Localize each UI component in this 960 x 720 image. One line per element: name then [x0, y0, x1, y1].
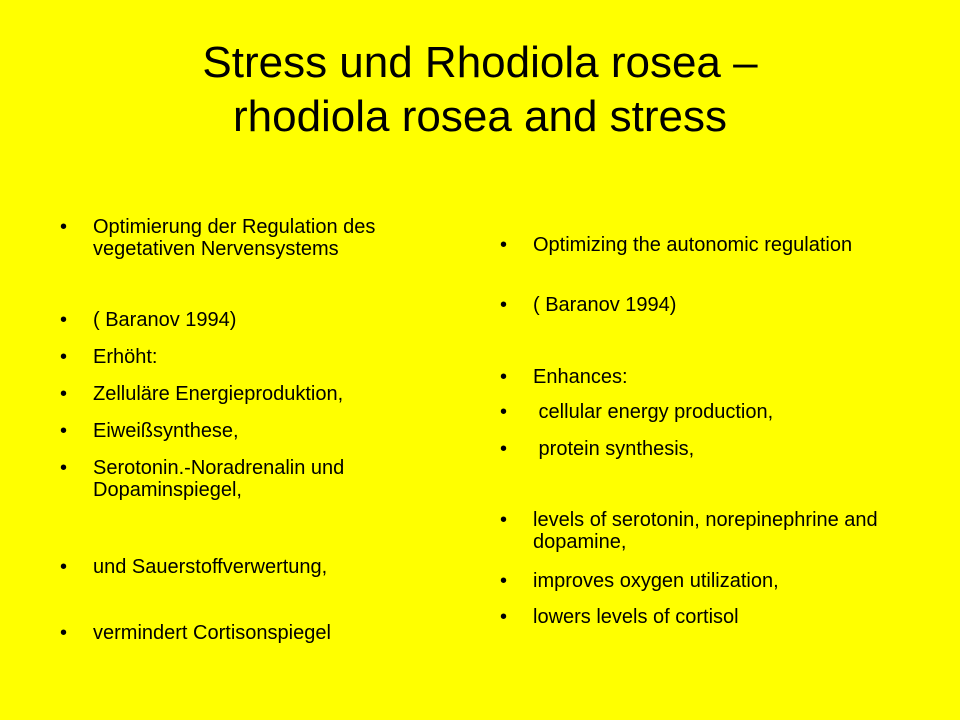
bullet-item — [500, 570, 900, 592]
bullet-item — [500, 509, 900, 553]
bullet-marker: • — [60, 216, 68, 238]
bullet-text: ( Baranov 1994) — [533, 294, 677, 316]
bullet-item — [60, 346, 440, 368]
title-line-1: Stress und Rhodiola rosea – — [202, 38, 758, 87]
bullet-item — [500, 234, 900, 256]
bullet-text: ( Baranov 1994) — [93, 309, 237, 331]
bullet-text: Optimierung der Regulation des vegetativen Nervensystems — [93, 216, 376, 260]
bullet-text: levels of serotonin, norepinephrine and dopamine, — [533, 509, 878, 553]
bullet-item — [500, 606, 900, 628]
bullet-text: protein synthesis, — [533, 438, 695, 460]
bullet-marker: • — [60, 383, 68, 405]
bullet-marker: • — [60, 346, 68, 368]
bullet-item — [500, 366, 900, 388]
bullet-item — [60, 622, 440, 644]
bullet-marker: • — [60, 622, 68, 644]
bullet-marker: • — [60, 556, 68, 578]
bullet-text: improves oxygen utilization, — [533, 570, 779, 592]
bullet-marker: • — [500, 606, 508, 628]
bullet-text: Eiweißsynthese, — [93, 420, 239, 442]
bullet-item — [60, 216, 440, 260]
bullet-marker: • — [500, 401, 508, 423]
bullet-item — [500, 401, 900, 423]
bullet-text: und Sauerstoffverwertung, — [93, 556, 328, 578]
bullet-text: Serotonin.-Noradrenalin und Dopaminspiegel, — [93, 457, 345, 501]
title-line-2: rhodiola rosea and stress — [232, 92, 728, 141]
bullet-marker: • — [500, 366, 508, 388]
german-bullet-list — [60, 216, 440, 656]
bullet-marker: • — [60, 457, 68, 479]
bullet-text: vermindert Cortisonspiegel — [93, 622, 331, 644]
english-bullet-list — [500, 234, 900, 634]
bullet-item — [500, 438, 900, 460]
bullet-marker: • — [60, 420, 68, 442]
bullet-item — [60, 309, 440, 331]
bullet-text: Optimizing the autonomic regulation — [533, 234, 853, 256]
bullet-text: Zelluläre Energieproduktion, — [93, 383, 344, 405]
bullet-item — [60, 556, 440, 578]
bullet-marker: • — [60, 309, 68, 331]
bullet-item — [60, 383, 440, 405]
bullet-marker: • — [500, 438, 508, 460]
bullet-text: Enhances: — [533, 366, 628, 388]
bullet-marker: • — [500, 294, 508, 316]
bullet-item — [60, 420, 440, 442]
bullet-item — [500, 294, 900, 316]
bullet-text: cellular energy production, — [533, 401, 774, 423]
bullet-marker: • — [500, 234, 508, 256]
bullet-marker: • — [500, 570, 508, 592]
bullet-marker: • — [500, 509, 508, 531]
slide-title — [60, 36, 900, 144]
bullet-item — [60, 457, 440, 501]
bullet-text: lowers levels of cortisol — [533, 606, 739, 628]
bullet-text: Erhöht: — [93, 346, 158, 368]
